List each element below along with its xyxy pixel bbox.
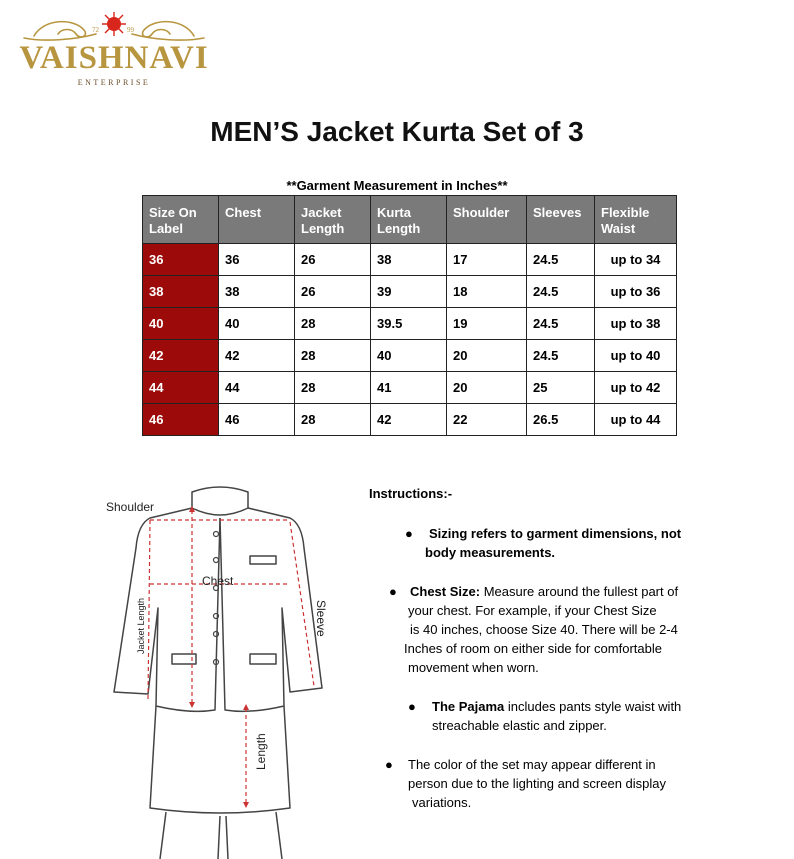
cell-chest: 46 <box>219 404 295 436</box>
header-size-on-label: Size On Label <box>143 196 219 244</box>
size-chart-table <box>142 195 677 436</box>
cell-chest: 36 <box>219 244 295 276</box>
instruction-color-line2: person due to the lighting and screen display <box>408 776 667 791</box>
cell-kurta-length: 39.5 <box>371 308 447 340</box>
page-title: MEN’S Jacket Kurta Set of 3 <box>210 116 584 147</box>
instruction-chest-line4: Inches of room on either side for comfortable <box>404 641 662 656</box>
instruction-chest-head: Chest Size: <box>410 584 481 599</box>
cell-size: 46 <box>143 404 219 436</box>
cell-kurta-length: 41 <box>371 372 447 404</box>
bullet-dot: ● <box>385 757 393 772</box>
cell-shoulder: 18 <box>447 276 527 308</box>
table-row <box>143 276 677 308</box>
instruction-color-line1: The color of the set may appear different in <box>408 757 656 772</box>
cell-jacket-length: 28 <box>295 340 371 372</box>
table-header-row <box>143 196 677 244</box>
cell-chest: 38 <box>219 276 295 308</box>
cell-shoulder: 22 <box>447 404 527 436</box>
cell-kurta-length: 40 <box>371 340 447 372</box>
brand-name: VAISHNAVI <box>19 40 209 76</box>
cell-jacket-length: 26 <box>295 244 371 276</box>
instruction-chest-text: Measure around the fullest part of <box>480 584 679 599</box>
instruction-sizing-line1: Sizing refers to garment dimensions, not <box>429 526 682 541</box>
cell-size: 38 <box>143 276 219 308</box>
brand-logo <box>14 8 210 88</box>
cell-sleeves: 25 <box>527 372 595 404</box>
cell-chest: 44 <box>219 372 295 404</box>
garment-diagram <box>100 478 340 859</box>
cell-chest: 42 <box>219 340 295 372</box>
table-caption: **Garment Measurement in Inches** <box>286 178 508 193</box>
bullet-dot: ● <box>389 584 397 599</box>
label-sleeve: Sleeve <box>314 600 328 637</box>
cell-size: 36 <box>143 244 219 276</box>
brand-subtitle: ENTERPRISE <box>77 78 151 87</box>
logo-year-right: 99 <box>127 26 134 34</box>
cell-waist: up to 38 <box>595 308 677 340</box>
instruction-chest-line5: movement when worn. <box>408 660 539 675</box>
cell-shoulder: 19 <box>447 308 527 340</box>
jacket-kurta-outline-icon <box>100 478 340 859</box>
cell-sleeves: 24.5 <box>527 340 595 372</box>
cell-waist: up to 40 <box>595 340 677 372</box>
cell-kurta-length: 38 <box>371 244 447 276</box>
instruction-chest-line2: your chest. For example, if your Chest Size <box>408 603 657 618</box>
instruction-pajama-line1 <box>432 697 681 716</box>
cell-sleeves: 24.5 <box>527 276 595 308</box>
label-chest: Chest <box>202 574 234 588</box>
instruction-pajama-head: The Pajama <box>432 699 505 714</box>
instructions-title: Instructions:- <box>369 486 453 501</box>
cell-size: 42 <box>143 340 219 372</box>
header-shoulder: Shoulder <box>447 196 527 244</box>
header-sleeves: Sleeves <box>527 196 595 244</box>
instruction-sizing-line2: body measurements. <box>425 545 556 560</box>
cell-kurta-length: 39 <box>371 276 447 308</box>
cell-waist: up to 36 <box>595 276 677 308</box>
cell-shoulder: 20 <box>447 372 527 404</box>
cell-chest: 40 <box>219 308 295 340</box>
instruction-chest-line3: is 40 inches, choose Size 40. There will be 2-4 <box>410 622 678 637</box>
cell-waist: up to 42 <box>595 372 677 404</box>
instruction-pajama-text: includes pants style waist with <box>504 699 682 714</box>
cell-waist: up to 34 <box>595 244 677 276</box>
bullet-dot: ● <box>408 699 416 714</box>
header-kurta-length: Kurta Length <box>371 196 447 244</box>
table-row <box>143 244 677 276</box>
cell-sleeves: 26.5 <box>527 404 595 436</box>
cell-waist: up to 44 <box>595 404 677 436</box>
bullet-dot: ● <box>405 526 413 541</box>
label-shoulder: Shoulder <box>106 500 155 514</box>
cell-shoulder: 20 <box>447 340 527 372</box>
cell-jacket-length: 28 <box>295 404 371 436</box>
cell-size: 44 <box>143 372 219 404</box>
table-row <box>143 308 677 340</box>
cell-sleeves: 24.5 <box>527 244 595 276</box>
logo-year-left: 72 <box>92 26 99 34</box>
cell-size: 40 <box>143 308 219 340</box>
instruction-pajama-line2: streachable elastic and zipper. <box>432 718 607 733</box>
header-flexible-waist: Flexible Waist <box>595 196 677 244</box>
table-row <box>143 372 677 404</box>
header-jacket-length: Jacket Length <box>295 196 371 244</box>
table-row <box>143 340 677 372</box>
cell-jacket-length: 26 <box>295 276 371 308</box>
table-row <box>143 404 677 436</box>
label-length: Length <box>254 733 268 770</box>
instruction-color-line3: variations. <box>412 795 472 810</box>
label-jacket-length: Jacket Length <box>136 597 146 654</box>
cell-jacket-length: 28 <box>295 308 371 340</box>
instruction-chest-line1 <box>410 582 678 601</box>
header-chest: Chest <box>219 196 295 244</box>
cell-jacket-length: 28 <box>295 372 371 404</box>
cell-sleeves: 24.5 <box>527 308 595 340</box>
cell-kurta-length: 42 <box>371 404 447 436</box>
cell-shoulder: 17 <box>447 244 527 276</box>
